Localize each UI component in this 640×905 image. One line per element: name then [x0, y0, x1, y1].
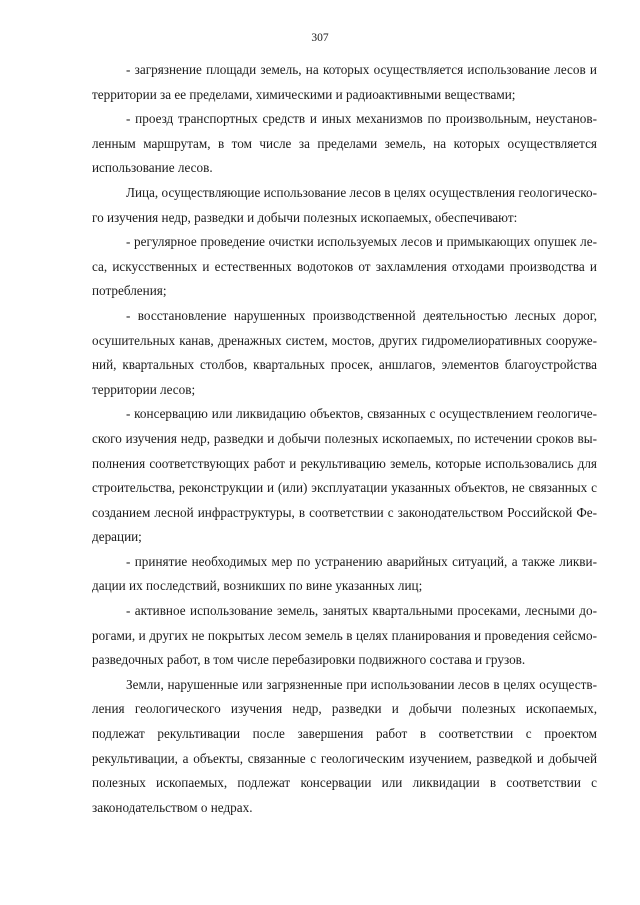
bullet-paragraph: - регулярное проведение очистки используемых лесов и примыкающих опушек леса, искусственных и естественных водотоков от захламления отходами производства и потребления;	[92, 234, 597, 299]
bullet-paragraph: - консервацию или ликвидацию объектов, связанных с осуществлением геологического изучения недр, разведки и добычи полезных ископаемых, по истечении сроков выполнения соответствующих работ и рекультивацию земель, которые использовались для строительства, реконструкции и (или) эксплуатации указанных объектов, не связанных с созданием лесной инфраструктуры, в соответствии с законодательством Российской Федерации;	[92, 406, 597, 545]
page-number: 307	[311, 32, 329, 44]
document-body	[92, 58, 597, 820]
bullet-paragraph: - принятие необходимых мер по устранению аварийных ситуаций, а также ликвидации их последствий, возникших по вине указанных лиц;	[92, 553, 597, 594]
body-paragraph: Земли, нарушенные или загрязненные при использовании лесов в целях осуществления геологического изучения недр, разведки и добычи полезных ископаемых, подлежат рекультивации после завершения работ в соответствии с проектом рекультивации, а объекты, связанные с геологическим изучением, разведкой и добычей полезных ископаемых, подлежат консервации или ликвидации в соответствии с законодательством о недрах.	[92, 676, 597, 815]
body-paragraph: Лица, осуществляющие использование лесов в целях осуществления геологического изучения недр, разведки и добычи полезных ископаемых, обеспечивают:	[92, 184, 597, 225]
bullet-paragraph: - активное использование земель, занятых квартальными просеками, лесными дорогами, и других не покрытых лесом земель в целях планирования и проведения сейсморазведочных работ, в том числе перебазировки подвижного состава и грузов.	[92, 603, 597, 668]
bullet-paragraph: - проезд транспортных средств и иных механизмов по произвольным, неустановленным маршрутам, в том числе за пределами земель, на которых осуществляется использование лесов.	[92, 111, 597, 176]
bullet-paragraph: - загрязнение площади земель, на которых осуществляется использование лесов и территории за ее пределами, химическими и радиоактивными веществами;	[92, 62, 597, 102]
bullet-paragraph: - восстановление нарушенных производственной деятельностью лесных дорог, осушительных канав, дренажных систем, мостов, других гидромелиоративных сооружений, квартальных столбов, квартальных просек, аншлагов, элементов благоустройства территории лесов;	[92, 307, 597, 397]
